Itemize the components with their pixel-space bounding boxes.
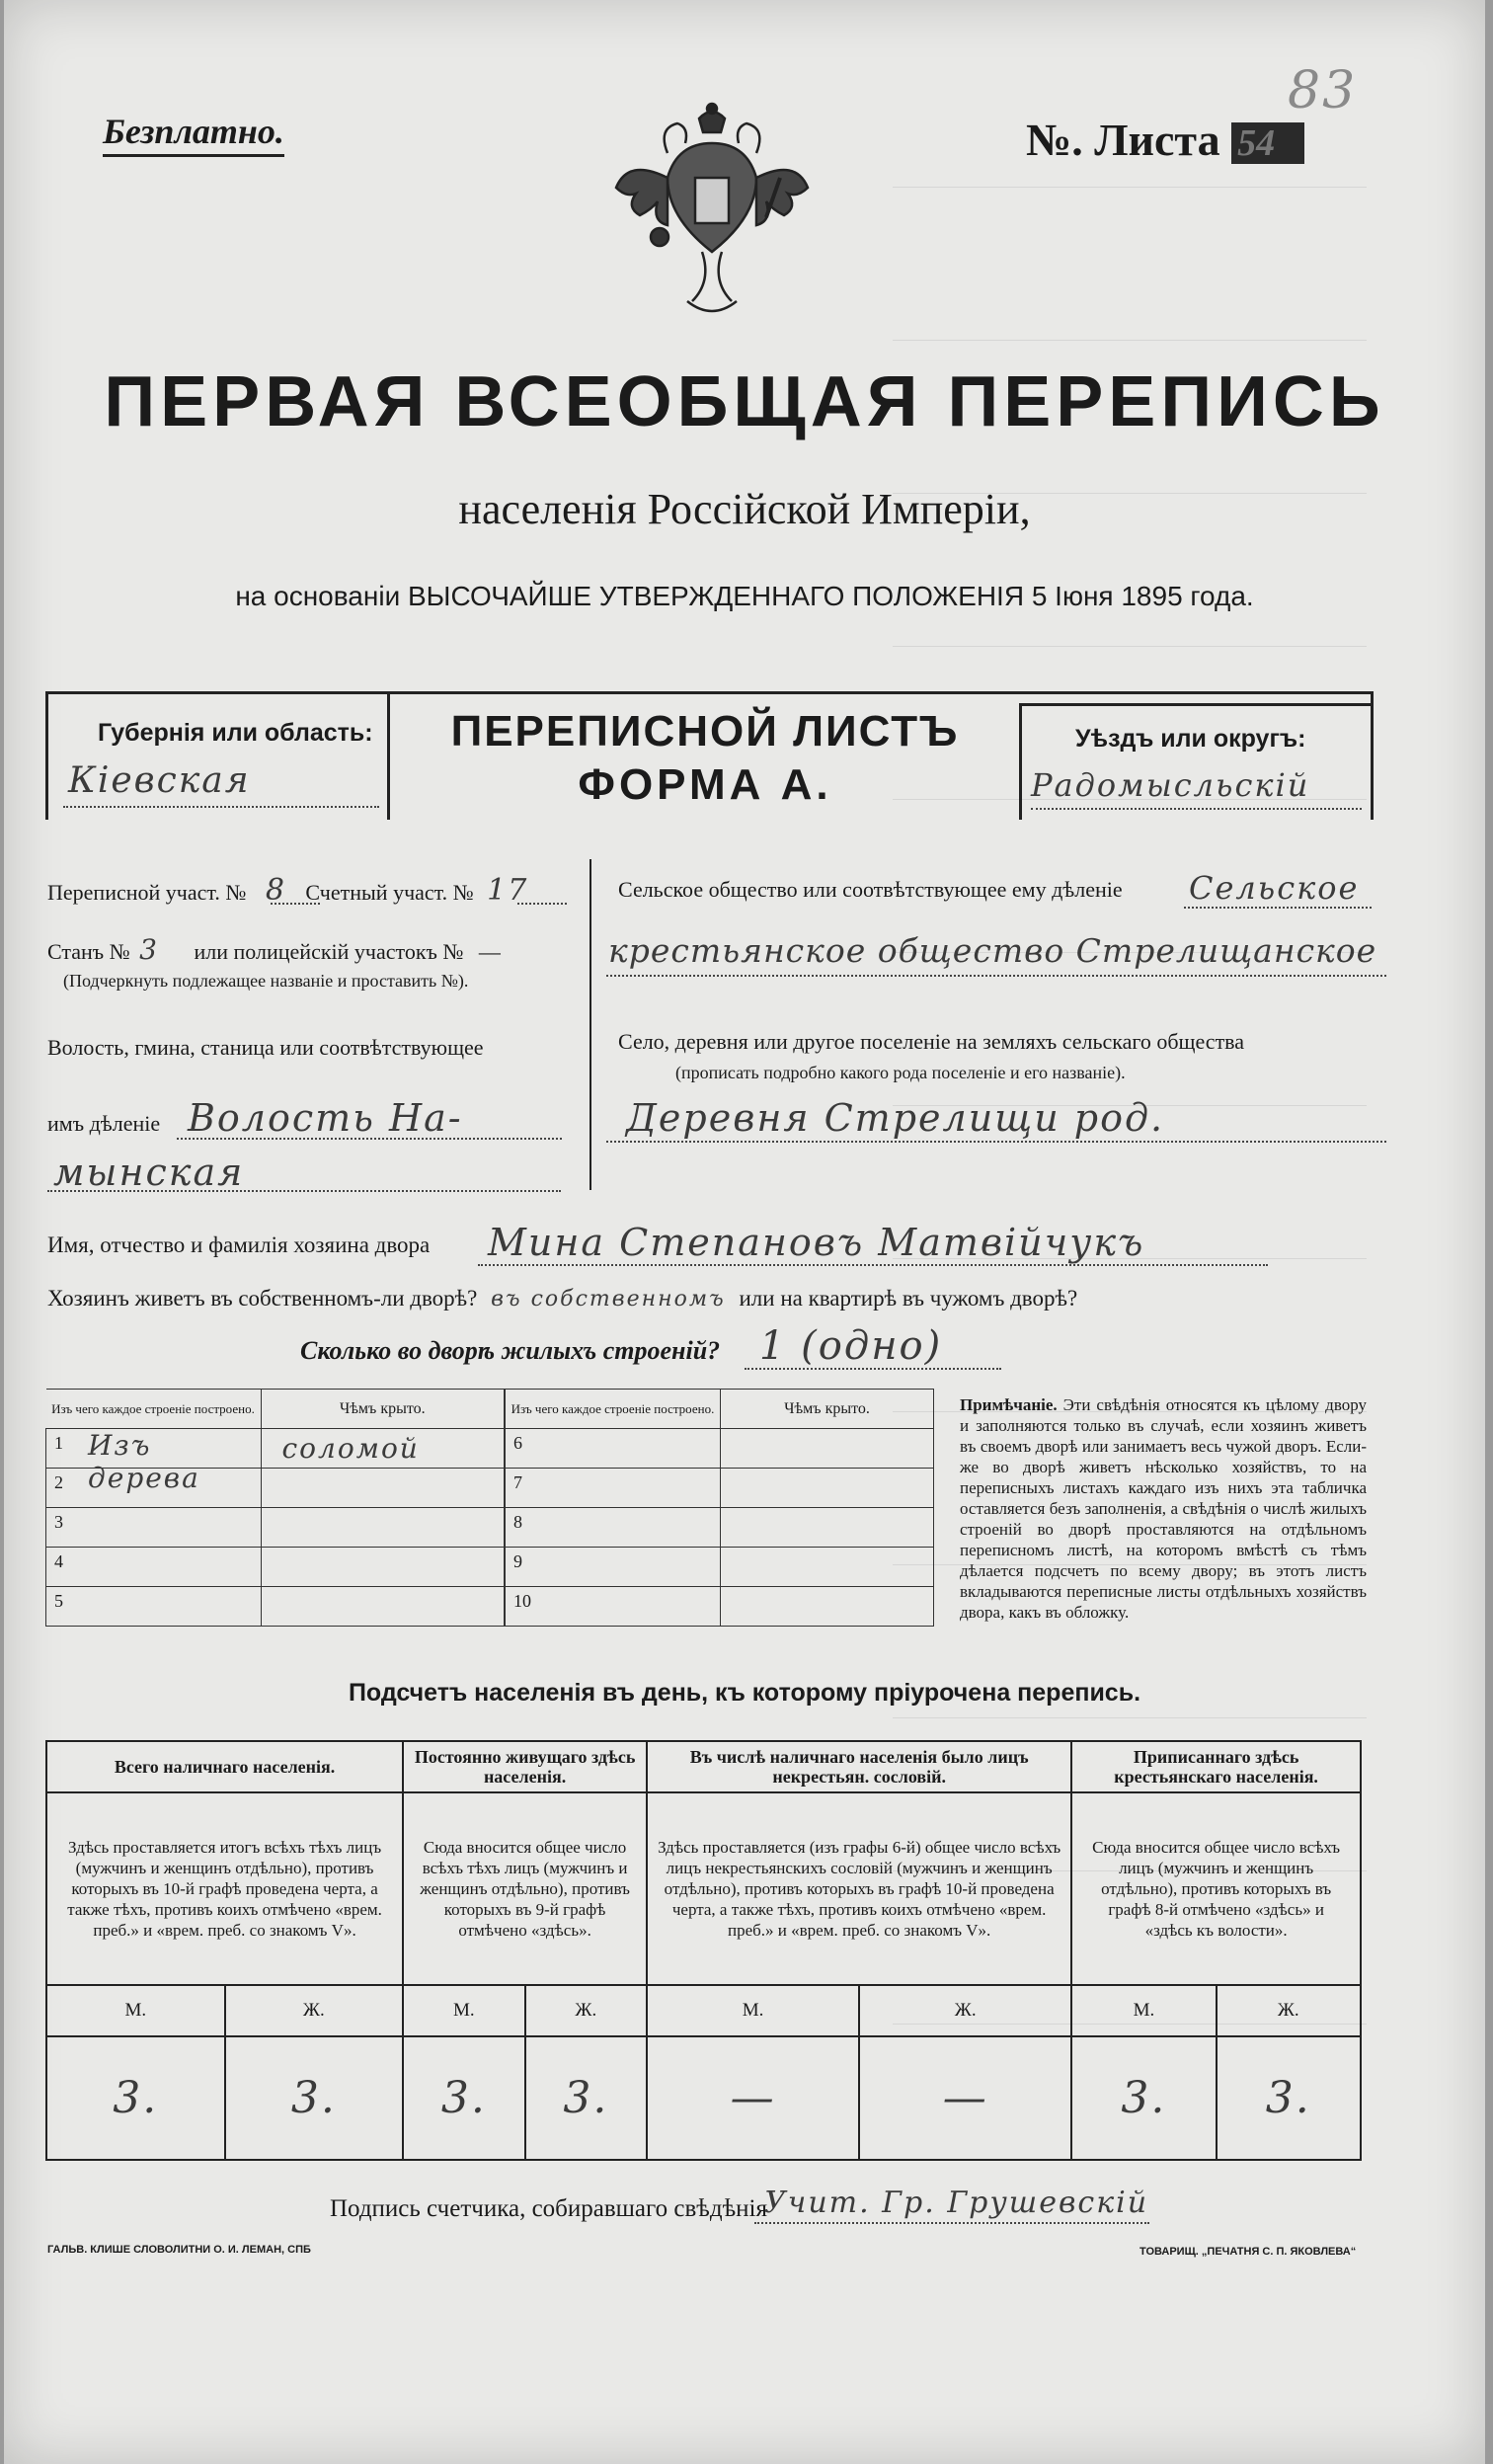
building-row-number: 10 bbox=[513, 1591, 531, 1611]
society-label: Сельское общество или соотвѣтствующее ему дѣленіе bbox=[618, 877, 1123, 902]
population-table bbox=[45, 1740, 1362, 2161]
building-material-cell bbox=[46, 1548, 262, 1587]
building-roof-cell bbox=[261, 1429, 505, 1469]
volost-value: Волость На- bbox=[188, 1096, 463, 1140]
male-count: 3. bbox=[1071, 2036, 1216, 2160]
population-col-description: Сюда вносится общее число всѣхъ тѣхъ лицъ (мужчинъ и женщинъ отдѣльно), противъ которыхъ въ 9-й графѣ отмѣчено «здѣсь». bbox=[403, 1792, 647, 1985]
female-label: Ж. bbox=[859, 1985, 1071, 2036]
building-row bbox=[506, 1587, 934, 1627]
population-col-header: Въ числѣ наличнаго населенія было лицъ некрестьян. сословій. bbox=[647, 1741, 1071, 1792]
building-row bbox=[46, 1587, 505, 1627]
census-area-label: Переписной участ. № bbox=[47, 880, 247, 905]
building-roof-value bbox=[263, 1471, 282, 1504]
count-area-value: 17 bbox=[487, 873, 529, 908]
male-count: 3. bbox=[403, 2036, 524, 2160]
building-row-number: 7 bbox=[513, 1472, 522, 1492]
owner-name-value: Мина Степановъ Матвійчукъ bbox=[488, 1221, 1145, 1264]
building-row bbox=[506, 1469, 934, 1508]
sheet-number-value: 54 bbox=[1231, 122, 1304, 164]
male-label: М. bbox=[1071, 1985, 1216, 2036]
building-row bbox=[46, 1508, 505, 1548]
uezd-label: Уѣздъ или округъ: bbox=[1075, 725, 1306, 753]
sheet-number bbox=[1026, 114, 1304, 166]
stan-hint: (Подчеркнуть подлежащее названіе и проставить №). bbox=[63, 971, 469, 991]
stan-value: 3 bbox=[139, 933, 159, 966]
building-roof-cell bbox=[261, 1587, 505, 1627]
residence-field bbox=[47, 1286, 1077, 1311]
building-roof-cell bbox=[721, 1429, 934, 1469]
male-count: 3. bbox=[46, 2036, 225, 2160]
signature-value: Учит. Гр. Грушевскій bbox=[764, 2186, 1149, 2220]
building-roof-value bbox=[722, 1590, 742, 1623]
village-value: Деревня Стрелищи род. bbox=[626, 1096, 1165, 1140]
census-sheet bbox=[4, 0, 1485, 2464]
roof-col-header: Чѣмъ крыто. bbox=[261, 1390, 505, 1429]
building-row-number: 3 bbox=[54, 1512, 63, 1532]
count-area-label: Счетный участ. № bbox=[305, 880, 474, 905]
population-col-description: Здѣсь проставляется (изъ графы 6-й) общее число всѣхъ лицъ некрестьянскихъ сословій (мужчинъ и женщинъ отдѣльно), противъ которыхъ въ графѣ 10-й проведена черта, а также тѣхъ, противъ коихъ отмѣчено «врем. преб.» и «врем. преб. со знакомъ V». bbox=[647, 1792, 1071, 1985]
building-row bbox=[506, 1429, 934, 1469]
building-material-cell bbox=[46, 1469, 262, 1508]
volost-value-2: мынская bbox=[53, 1151, 245, 1194]
volost-label-2: имъ дѣленіе bbox=[47, 1111, 161, 1136]
population-col-header: Постоянно живущаго здѣсь населенія. bbox=[403, 1741, 647, 1792]
material-col-header: Изъ чего каждое строеніе построено. bbox=[46, 1390, 262, 1429]
building-roof-cell bbox=[721, 1548, 934, 1587]
building-material-cell bbox=[46, 1429, 262, 1494]
village-label: Село, деревня или другое поселеніе на земляхъ сельскаго общества bbox=[618, 1029, 1245, 1054]
building-row-number: 8 bbox=[513, 1512, 522, 1532]
building-row bbox=[506, 1508, 934, 1548]
building-roof-cell bbox=[721, 1469, 934, 1508]
census-basis: на основаніи ВЫСОЧАЙШЕ УТВЕРЖДЕННАГО ПОЛОЖЕНІЯ 5 Іюня 1895 года. bbox=[235, 581, 1254, 611]
building-material-cell bbox=[506, 1548, 721, 1587]
building-roof-value bbox=[722, 1511, 742, 1544]
building-roof-cell bbox=[261, 1469, 505, 1508]
building-roof-value bbox=[722, 1432, 742, 1465]
population-title: Подсчетъ населенія въ день, къ которому пріурочена перепись. bbox=[348, 1679, 1141, 1707]
stan-field bbox=[47, 933, 501, 966]
stan-label: Станъ № bbox=[47, 939, 130, 964]
building-row bbox=[506, 1548, 934, 1587]
female-count: — bbox=[859, 2036, 1071, 2160]
population-col-header: Приписаннаго здѣсь крестьянскаго населенія. bbox=[1071, 1741, 1361, 1792]
uezd-value: Радомысльскій bbox=[1031, 766, 1310, 804]
residence-label-2: или на квартирѣ въ чужомъ дворѣ? bbox=[739, 1286, 1078, 1311]
female-label: Ж. bbox=[1217, 1985, 1361, 2036]
female-count: 3. bbox=[525, 2036, 647, 2160]
printer-right: ТОВАРИЩ. „ПЕЧАТНЯ С. П. ЯКОВЛЕВА“ bbox=[1139, 2246, 1357, 2258]
building-roof-value bbox=[263, 1511, 282, 1544]
double-headed-eagle-emblem bbox=[608, 99, 816, 336]
society-value-2: крестьянское общество Стрелищанское bbox=[608, 931, 1377, 970]
buildings-note bbox=[960, 1394, 1367, 1623]
male-label: М. bbox=[403, 1985, 524, 2036]
building-roof-value: соломой bbox=[281, 1432, 420, 1465]
owner-name-label: Имя, отчество и фамилія хозяина двора bbox=[47, 1232, 431, 1257]
building-material-value: Изъ дерева bbox=[88, 1429, 200, 1494]
police-value: — bbox=[478, 939, 501, 964]
building-roof-cell bbox=[721, 1508, 934, 1548]
female-label: Ж. bbox=[225, 1985, 404, 2036]
buildings-value: 1 (одно) bbox=[759, 1323, 943, 1369]
building-row-number: 9 bbox=[513, 1551, 522, 1571]
female-count: 3. bbox=[225, 2036, 404, 2160]
building-row-number: 6 bbox=[513, 1433, 522, 1453]
male-count: — bbox=[647, 2036, 859, 2160]
building-row-number: 4 bbox=[54, 1551, 63, 1571]
building-material-cell bbox=[506, 1469, 721, 1508]
village-hint: (прописать подробно какого рода поселеніе и его названіе). bbox=[675, 1063, 1126, 1082]
building-material-cell bbox=[46, 1587, 262, 1627]
population-col-description: Сюда вносится общее число всѣхъ лицъ (мужчинъ и женщинъ отдѣльно), противъ которыхъ въ графѣ 8-й отмѣчено «здѣсь» и «здѣсь къ волости». bbox=[1071, 1792, 1361, 1985]
building-roof-value bbox=[263, 1550, 282, 1583]
residence-value: въ собственномъ bbox=[491, 1287, 726, 1311]
building-row-number: 1 bbox=[54, 1433, 63, 1453]
form-subtitle: ФОРМА А. bbox=[578, 760, 832, 809]
sheet-number-label: №. Листа bbox=[1026, 115, 1220, 165]
male-label: М. bbox=[46, 1985, 225, 2036]
male-label: М. bbox=[647, 1985, 859, 2036]
female-count: 3. bbox=[1217, 2036, 1361, 2160]
building-roof-cell bbox=[261, 1508, 505, 1548]
note-text: Эти свѣдѣнія относятся къ цѣлому двору и заполняются только въ случаѣ, если хозяинъ живетъ въ своемъ дворѣ или занимаетъ весь чужой дворъ. Если-же во дворѣ живетъ нѣсколько хозяйствъ, то на переписныхъ листахъ каждаго изъ нихъ эта табличка оставляется безъ заполненія, а свѣдѣнія о числѣ жилыхъ строеній во дворѣ проставляются на отдѣльномъ переписномъ листѣ, на которомъ вмѣстѣ съ тѣмъ дѣлается подсчетъ по всему двору; въ этотъ листъ вкладываются переписные листы отдѣльныхъ хозяйствъ двора, какъ въ обложку. bbox=[960, 1395, 1368, 1622]
building-material-cell bbox=[46, 1508, 262, 1548]
gubernia-value: Кіевская bbox=[68, 760, 251, 801]
building-roof-cell bbox=[721, 1587, 934, 1627]
building-roof-value bbox=[722, 1550, 742, 1583]
buildings-table-right bbox=[505, 1389, 934, 1627]
buildings-table-left bbox=[45, 1389, 505, 1627]
form-title: ПЕРЕПИСНОЙ ЛИСТЪ bbox=[450, 707, 960, 755]
census-area-value: 8 bbox=[265, 873, 286, 908]
volost-label: Волость, гмина, станица или соотвѣтствующее bbox=[47, 1035, 484, 1060]
building-roof-value bbox=[263, 1590, 282, 1623]
note-head: Примѣчаніе. bbox=[960, 1395, 1058, 1414]
building-row bbox=[46, 1548, 505, 1587]
population-col-header: Всего наличнаго населенія. bbox=[46, 1741, 403, 1792]
building-roof-value bbox=[722, 1471, 742, 1504]
archive-number: 83 bbox=[1288, 61, 1358, 120]
printer-left: ГАЛЬВ. КЛИШЕ СЛОВОЛИТНИ О. И. ЛЕМАН, СПБ bbox=[47, 2244, 311, 2256]
building-row bbox=[46, 1429, 505, 1469]
building-row-number: 2 bbox=[54, 1472, 63, 1492]
building-material-cell bbox=[506, 1587, 721, 1627]
census-title: ПЕРВАЯ ВСЕОБЩАЯ ПЕРЕПИСЬ bbox=[104, 362, 1385, 441]
building-roof-cell bbox=[261, 1548, 505, 1587]
building-row-number: 5 bbox=[54, 1591, 63, 1611]
police-label: или полицейскій участокъ № bbox=[194, 939, 464, 964]
building-material-cell bbox=[506, 1508, 721, 1548]
building-row bbox=[46, 1469, 505, 1508]
free-label: Безплатно. bbox=[103, 111, 284, 157]
signature-label: Подпись счетчика, собиравшаго свѣдѣнія bbox=[330, 2195, 767, 2222]
roof-col-header: Чѣмъ крыто. bbox=[721, 1390, 934, 1429]
residence-label: Хозяинъ живетъ въ собственномъ-ли дворѣ? bbox=[47, 1286, 478, 1311]
material-col-header: Изъ чего каждое строеніе построено. bbox=[506, 1390, 721, 1429]
population-col-description: Здѣсь проставляется итогъ всѣхъ тѣхъ лицъ (мужчинъ и женщинъ отдѣльно), противъ которыхъ въ 10-й графѣ проведена черта, а также тѣхъ, противъ коихъ отмѣчено «врем. преб.» и «врем. преб. со знакомъ V». bbox=[46, 1792, 403, 1985]
gubernia-label: Губернія или область: bbox=[98, 719, 373, 747]
female-label: Ж. bbox=[525, 1985, 647, 2036]
building-material-cell bbox=[506, 1429, 721, 1469]
census-subtitle: населенія Россійской Имперіи, bbox=[458, 485, 1031, 533]
buildings-label: Сколько во дворѣ жилыхъ строеній? bbox=[300, 1336, 721, 1365]
society-value: Сельское bbox=[1189, 869, 1360, 907]
